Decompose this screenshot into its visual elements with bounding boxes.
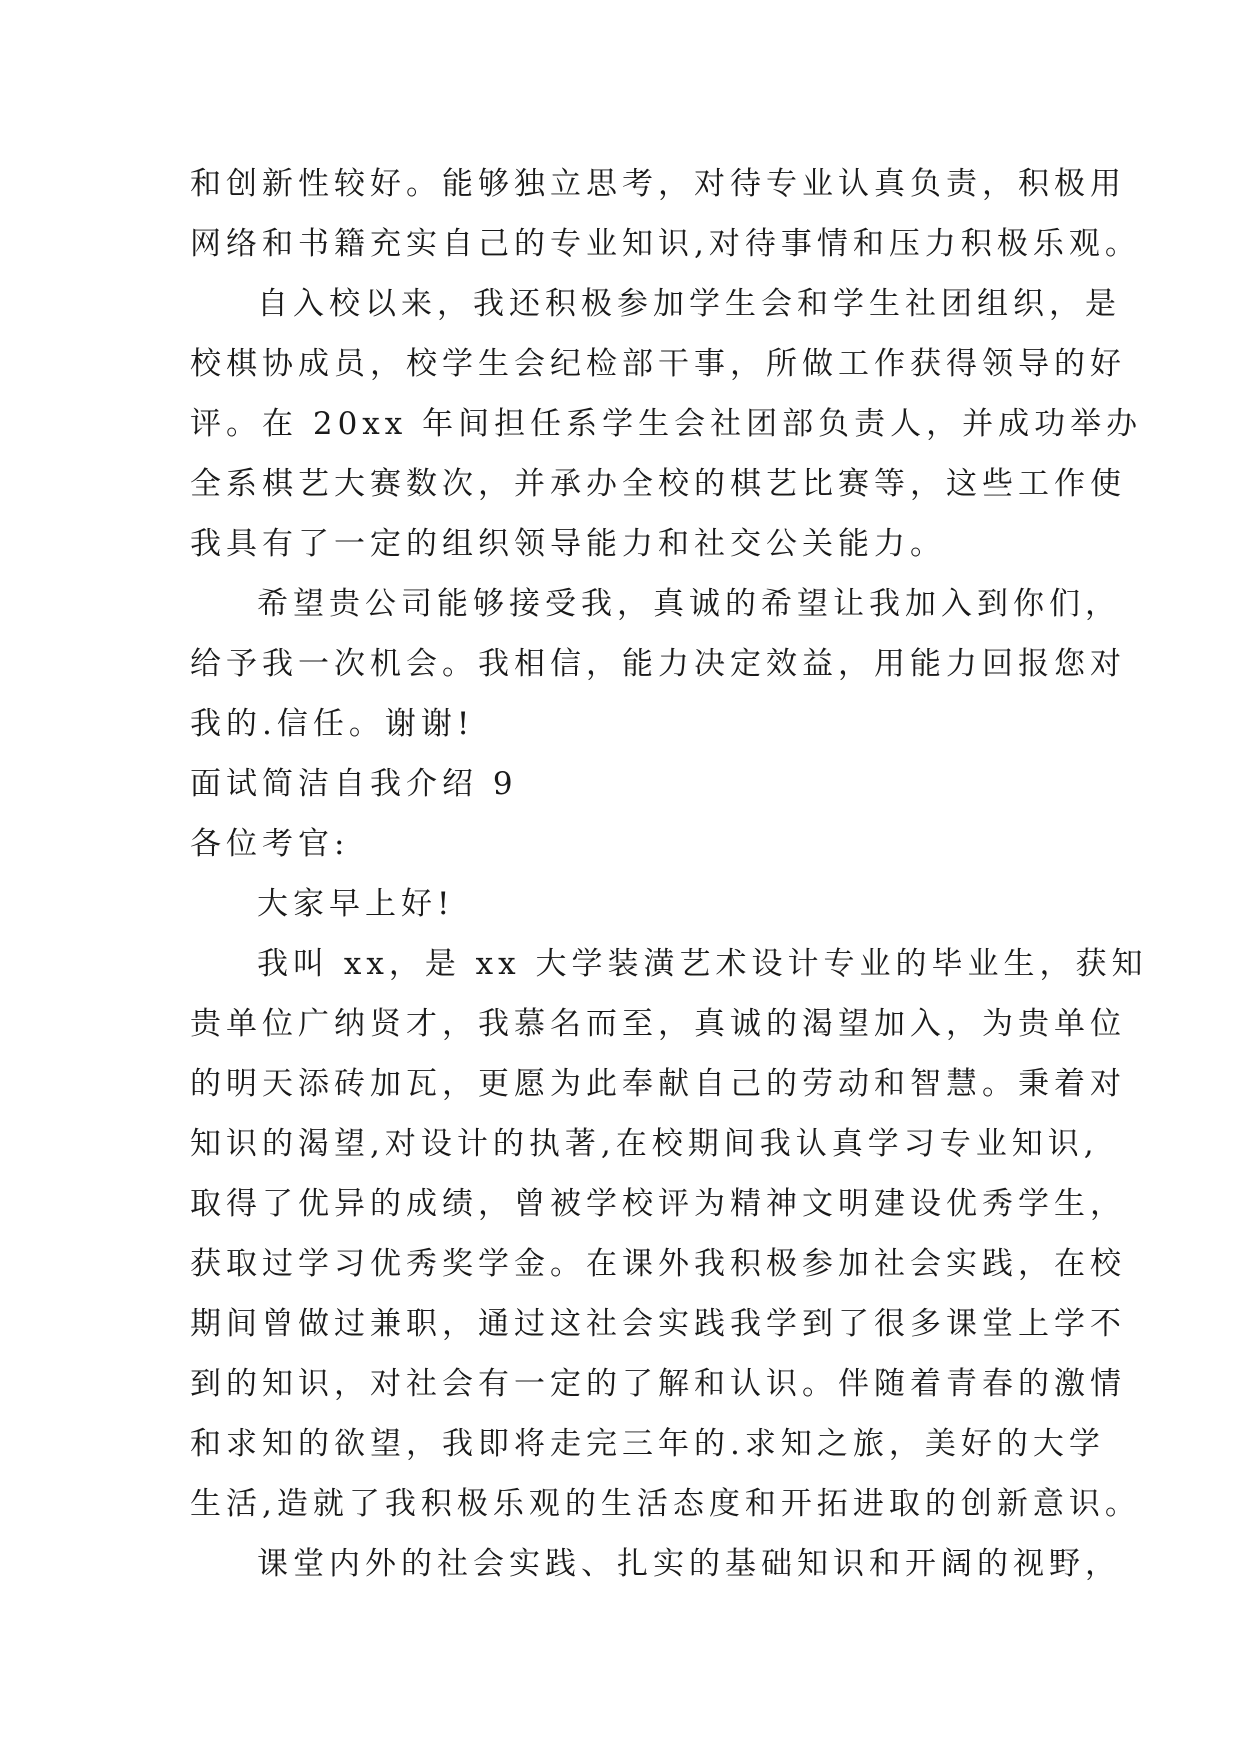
text-line: 校棋协成员，校学生会纪检部干事，所做工作获得领导的好 (190, 346, 1126, 382)
text-line: 获取过学习优秀奖学金。在课外我积极参加社会实践，在校 (190, 1246, 1126, 1282)
text-line: 网络和书籍充实自己的专业知识,对待事情和压力积极乐观。 (190, 226, 1141, 262)
text-line: 知识的渴望,对设计的执著,在校期间我认真学习专业知识, (190, 1126, 1099, 1162)
paragraph-start-line: 我叫 xx，是 xx 大学装潢艺术设计专业的毕业生，获知 (257, 946, 1148, 982)
text-line: 我具有了一定的组织领导能力和社交公关能力。 (190, 526, 946, 562)
section-heading: 面试简洁自我介绍 9 (190, 766, 518, 802)
text-line: 生活,造就了我积极乐观的生活态度和开拓进取的创新意识。 (190, 1486, 1141, 1522)
text-line: 到的知识，对社会有一定的了解和认识。伴随着青春的激情 (190, 1366, 1126, 1402)
paragraph-start-line: 希望贵公司能够接受我，真诚的希望让我加入到你们， (257, 586, 1121, 622)
salutation: 各位考官: (190, 826, 350, 862)
text-line: 的明天添砖加瓦，更愿为此奉献自己的劳动和智慧。秉着对 (190, 1066, 1126, 1102)
text-line: 给予我一次机会。我相信，能力决定效益，用能力回报您对 (190, 646, 1126, 682)
text-line: 评。在 20xx 年间担任系学生会社团部负责人，并成功举办 (190, 406, 1143, 442)
paragraph-start-line: 课堂内外的社会实践、扎实的基础知识和开阔的视野， (257, 1546, 1121, 1582)
text-line: 贵单位广纳贤才，我慕名而至，真诚的渴望加入，为贵单位 (190, 1006, 1126, 1042)
text-line: 期间曾做过兼职，通过这社会实践我学到了很多课堂上学不 (190, 1306, 1126, 1342)
text-line: 和创新性较好。能够独立思考，对待专业认真负责，积极用 (190, 166, 1126, 202)
paragraph-start-line: 自入校以来，我还积极参加学生会和学生社团组织，是 (257, 286, 1121, 322)
text-line: 全系棋艺大赛数次，并承办全校的棋艺比赛等，这些工作使 (190, 466, 1126, 502)
greeting: 大家早上好! (257, 886, 455, 922)
text-line: 和求知的欲望，我即将走完三年的.求知之旅，美好的大学 (190, 1426, 1105, 1462)
text-line: 我的.信任。谢谢! (190, 706, 475, 742)
text-line: 取得了优异的成绩，曾被学校评为精神文明建设优秀学生， (190, 1186, 1126, 1222)
